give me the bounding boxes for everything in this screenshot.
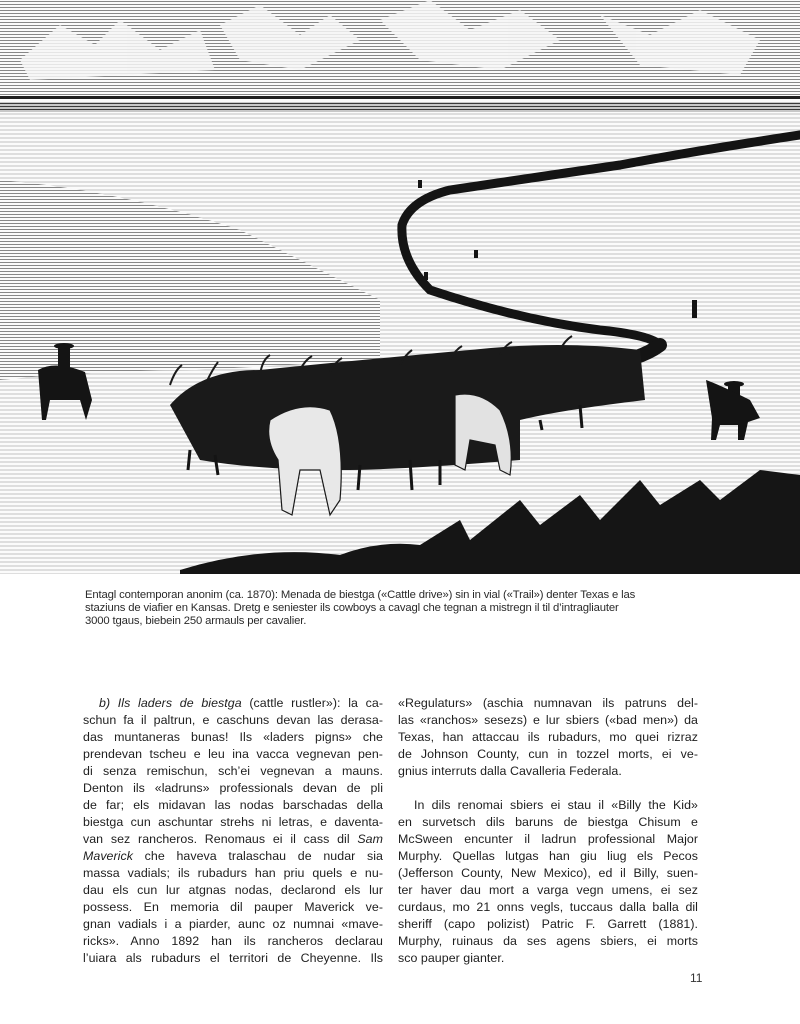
paragraph-line: schun fa il paltrun, e caschuns devan las derasa-	[83, 713, 383, 727]
page-number: 11	[690, 971, 703, 985]
paragraph-line: possess. En memoria dil pauper Maverick ve-	[83, 900, 383, 914]
paragraph-line: In dils renomai sbiers ei stau il «Billy the Kid»	[414, 798, 698, 812]
paragraph-line: las «ranchos» sesezs) e lur sbiers («bad men») da	[398, 713, 698, 727]
figure-caption	[85, 589, 797, 628]
paragraph-line: (Jefferson County, New Mexico), ed il Billy, suen-	[398, 866, 698, 880]
caption-line: Entagl contemporan anonim (ca. 1870): Menada de biestga («Cattle drive») sin in vial («Trail») denter Texas e las	[85, 589, 636, 601]
paragraph-line: ter haver dau mort a varga vegn umens, ei sez	[398, 883, 698, 897]
distant-trees	[0, 102, 800, 112]
paragraph-line: en survetsch dils baruns de biestga Chisum e	[398, 815, 698, 829]
paragraph-line: Texas, han attaccau ils rubadurs, mo quei rizraz	[398, 730, 698, 744]
horizon-line	[0, 96, 800, 99]
caption-line: staziuns de viafier en Kansas. Dretg e seniester ils cowboys a cavagl che tegnan a mistregn il til d’intragliauter	[85, 602, 619, 614]
paragraph-line: gnan vadials i a piarder, aunc oz numnai «mave-	[83, 917, 383, 931]
paragraph-line: sheriff (capo polizist) Patric F. Garrett (1881).	[398, 917, 698, 931]
paragraph-line: l’uiara als rubadurs el territori de Cheyenne. Ils	[83, 951, 383, 965]
paragraph-line: sco pauper gianter.	[398, 951, 505, 965]
paragraph-line: de far; els midavan las nodas barschadas della	[83, 798, 383, 812]
text-run: che haveva tralaschau de nudar sia	[132, 849, 383, 863]
left-column	[83, 695, 383, 967]
paragraph-line: massa vadials; ils rubadurs han priu quels e nu-	[83, 866, 383, 880]
paragraph-line: Denton ils «ladruns» professionals devan de pli	[83, 781, 383, 795]
paragraph-line: das muntaneras bunas! Ils «laders pigns» che	[83, 730, 383, 744]
paragraph-line: «Regulaturs» (aschia numnavan ils patruns del-	[398, 696, 698, 710]
name-sam: Sam	[357, 832, 383, 846]
text-run: (cattle rustler»): la ca-	[241, 696, 383, 710]
paragraph-line: de Johnson County, cun in tozzel morts, ei ve-	[398, 747, 698, 761]
paragraph-line: gnius interruts dalla Cavalleria Federala.	[398, 764, 622, 778]
paragraph-gap	[398, 780, 698, 797]
paragraph-line	[83, 831, 383, 848]
caption-line: 3000 tgaus, biebein 250 armauls per cavalier.	[85, 615, 307, 627]
paragraph-line	[83, 848, 383, 865]
paragraph-line	[83, 695, 383, 712]
paragraph-line: curdaus, mo 21 onns vegls, tuccaus dalla balla dil	[398, 900, 698, 914]
paragraph-line: McSween encunter il ladrun professional Major	[398, 832, 698, 846]
paragraph-line: biestga cun aschuntar strehs ni letras, e daventa-	[83, 815, 383, 829]
paragraph-line: dau els cun lur atgnas nodas, declarond els lur	[83, 883, 383, 897]
section-heading: b) Ils laders de biestga	[99, 696, 242, 710]
name-maverick: Maverick	[83, 849, 133, 863]
paragraph-line: ricks». Anno 1892 han ils rancheros declarau	[83, 934, 383, 948]
paragraph-line: di senza remischun, sch’ei vegnevan a mauns.	[83, 764, 383, 778]
paragraph-line: prendevan tscheu e leu ina vacca vegnevan pen-	[83, 747, 383, 761]
right-column	[398, 695, 698, 967]
text-run: van sez rancheros. Renomaus ei il cass dil	[83, 832, 358, 846]
paragraph-line: Murphy. Quellas lutgas han giu liug els Pecos	[398, 849, 698, 863]
paragraph-line: Murphy, ruinaus da ses agens sbiers, ei morts	[398, 934, 698, 948]
